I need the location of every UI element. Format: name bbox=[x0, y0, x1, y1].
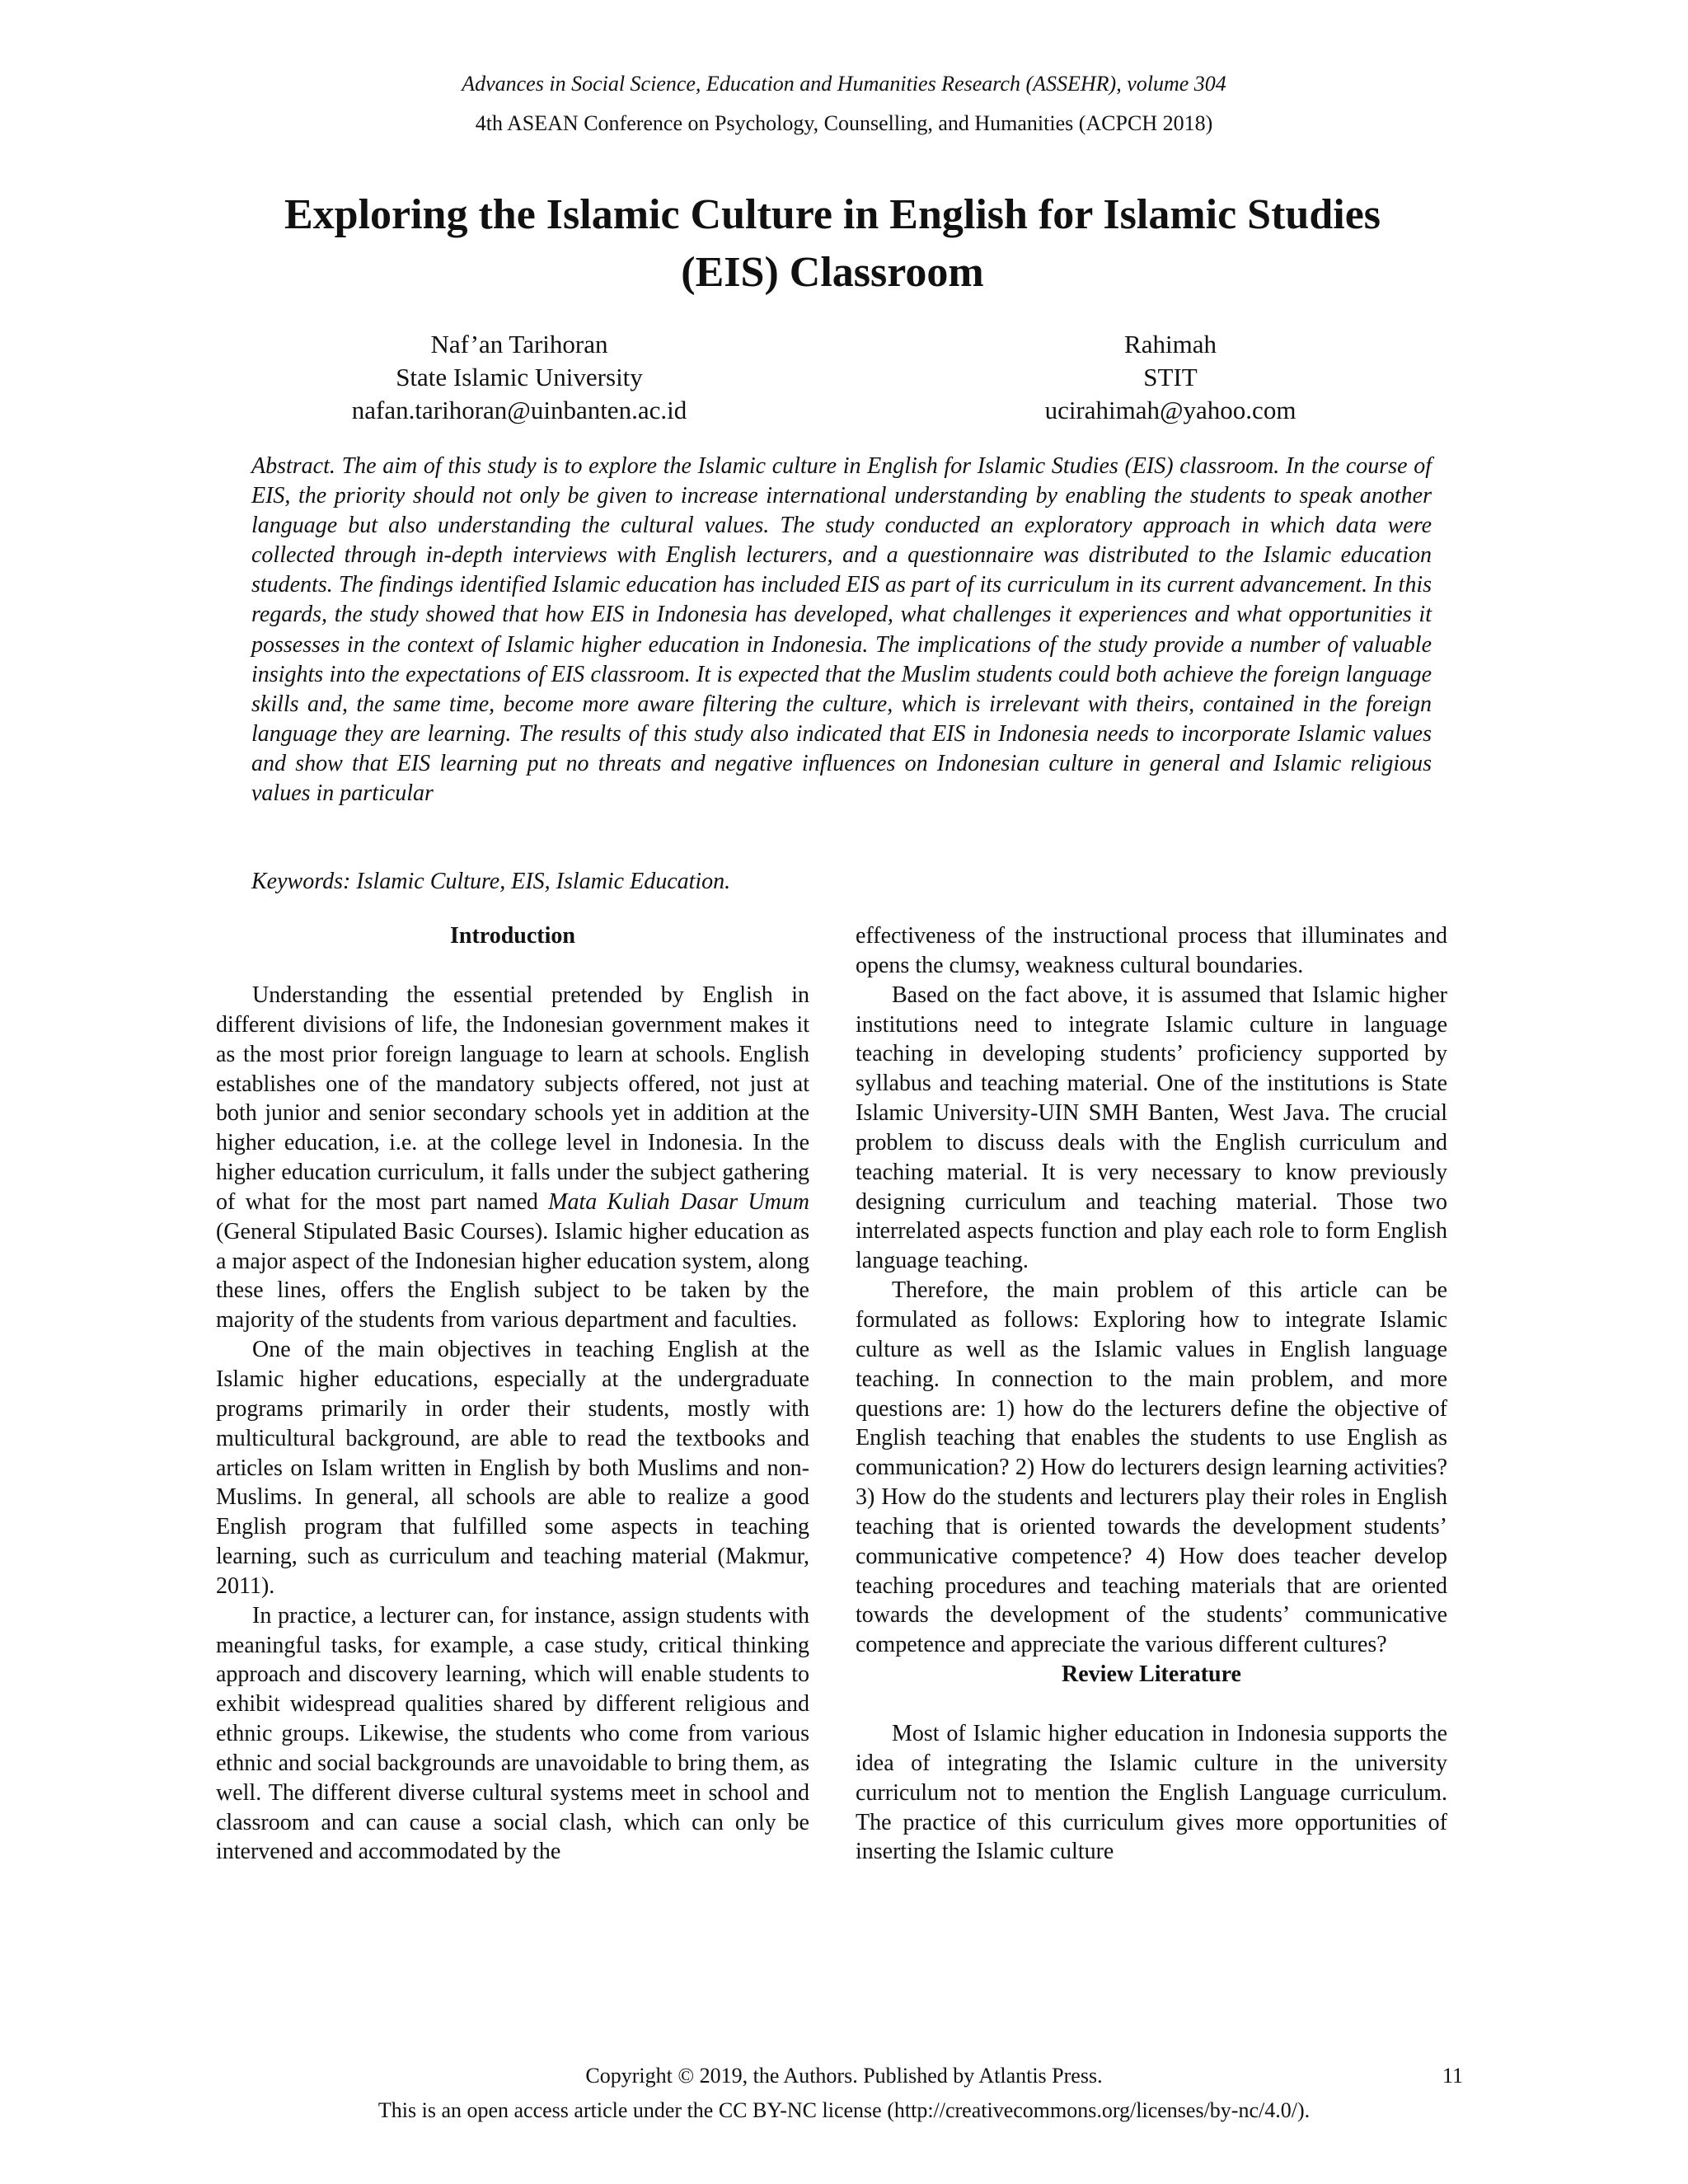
paragraph: Therefore, the main problem of this article can be formulated as follows: Exploring how to integrate Islamic culture as well as the Islamic values in English language teaching. In connection to the main problem, and more questions are: 1) how do the lecturers define the objective of English teaching that enables the students to use English as communication? 2) How do lecturers design learning activities? 3) How do the students and lecturers play their roles in English teaching that is oriented towards the development students’ communicative competence? 4) How does teacher develop teaching procedures and teaching materials that are oriented towards the development of the students’ communicative competence and appreciate the various different cultures? bbox=[856, 1277, 1447, 1658]
running-head-conference: 4th ASEAN Conference on Psychology, Counselling, and Humanities (ACPCH 2018) bbox=[475, 111, 1213, 135]
author-affiliation: STIT bbox=[1143, 363, 1198, 391]
paragraph-continued: effectiveness of the instructional process that illuminates and opens the clumsy, weakness cultural boundaries. bbox=[856, 923, 1447, 978]
author-name: Naf’an Tarihoran bbox=[430, 330, 608, 359]
footer-license: This is an open access article under the CC BY-NC license (http://creativecommons.org/licenses/by-nc/4.0/). bbox=[377, 2098, 1311, 2122]
author-name: Rahimah bbox=[1124, 330, 1217, 359]
author-email: ucirahimah@yahoo.com bbox=[1044, 396, 1296, 424]
paragraph-text: Understanding the essential pretended by English in different divisions of life, the Indonesian government makes it as the most prior foreign language to learn at schools. English establishes one of the mandatory subjects offered, not just at both junior and senior secondary schools yet in addition at the higher education, i.e. at the college level in Indonesia. In the higher education curriculum, it falls under the subject gathering of what for the most part named bbox=[216, 982, 809, 1215]
paragraph: Most of Islamic higher education in Indonesia supports the idea of integrating the Islamic culture in the university curriculum not to mention the English Language curriculum. The practice of this curriculum gives more opportunities of inserting the Islamic culture bbox=[856, 1721, 1447, 1865]
emphasized-term: Mata Kuliah Dasar Umum bbox=[548, 1188, 809, 1215]
column-left bbox=[216, 921, 809, 1867]
paper-title: Exploring the Islamic Culture in English for Islamic Studies (EIS) Classroom bbox=[284, 191, 1381, 296]
author-email: nafan.tarihoran@uinbanten.ac.id bbox=[351, 396, 687, 424]
page-number: 11 bbox=[1442, 2064, 1464, 2088]
paragraph: In practice, a lecturer can, for instance, assign students with meaningful tasks, for example, a case study, critical thinking approach and discovery learning, which will enable students to exhibit widespread qualities shared by different religious and ethnic groups. Likewise, the students who come from various ethnic and social backgrounds are unavoidable to bring them, as well. The different diverse cultural systems meet in school and classroom and can cause a social clash, which can only be intervened and accommodated by the bbox=[216, 1602, 809, 1865]
column-right bbox=[856, 921, 1447, 1867]
section-heading-review-literature: Review Literature bbox=[1062, 1661, 1241, 1688]
author-block-1 bbox=[288, 328, 750, 427]
keywords: Keywords: Islamic Culture, EIS, Islamic Education. bbox=[251, 869, 731, 894]
author-block-2 bbox=[940, 328, 1401, 427]
footer-copyright: Copyright © 2019, the Authors. Published by Atlantis Press. bbox=[585, 2064, 1103, 2088]
paragraph bbox=[216, 981, 809, 1335]
running-head-series: Advances in Social Science, Education and Humanities Research (ASSEHR), volume 304 bbox=[462, 72, 1226, 96]
author-affiliation: State Islamic University bbox=[396, 363, 643, 391]
paragraph: Based on the fact above, it is assumed that Islamic higher institutions need to integrate Islamic culture in language teaching in developing students’ proficiency supported by syllabus and teaching material. One of the institutions is State Islamic University-UIN SMH Banten, West Java. The crucial problem to discuss deals with the English curriculum and teaching material. It is very necessary to know previously designing curriculum and teaching material. Those two interrelated aspects function and play each role to form English language teaching. bbox=[856, 982, 1447, 1274]
paragraph: One of the main objectives in teaching English at the Islamic higher educations, especially at the undergraduate programs primarily in order their students, mostly with multicultural background, are able to read the textbooks and articles on Islam written in English by both Muslims and non-Muslims. In general, all schools are able to realize a good English program that fulfilled some aspects in teaching learning, such as curriculum and teaching material (Makmur, 2011). bbox=[216, 1337, 809, 1599]
section-heading-introduction: Introduction bbox=[450, 923, 575, 949]
paragraph-text: (General Stipulated Basic Courses). Islamic higher education as a major aspect of the Indonesian higher education system, along these lines, offers the English subject to be taken by the majority of the students from various department and faculties. bbox=[216, 1218, 809, 1333]
abstract: Abstract. The aim of this study is to explore the Islamic culture in English for Islamic Studies (EIS) classroom. In the course of EIS, the priority should not only be given to increase international understanding by enabling the students to speak another language but also understanding the cultural values. The study conducted an exploratory approach in which data were collected through in-depth interviews with English lecturers, and a questionnaire was distributed to the Islamic education students. The findings identified Islamic education has included EIS as part of its curriculum in its current advancement. In this regards, the study showed that how EIS in Indonesia has developed, what challenges it experiences and what opportunities it possesses in the context of Islamic higher education in Indonesia. The implications of the study provide a number of valuable insights into the expectations of EIS classroom. It is expected that the Muslim students could both achieve the foreign language skills and, the same time, become more aware filtering the culture, which is irrelevant with theirs, contained in the foreign language they are learning. The results of this study also indicated that EIS in Indonesia needs to incorporate Islamic values and show that EIS learning put no threats and negative influences on Indonesian culture in general and Islamic religious values in particular bbox=[251, 453, 1432, 807]
